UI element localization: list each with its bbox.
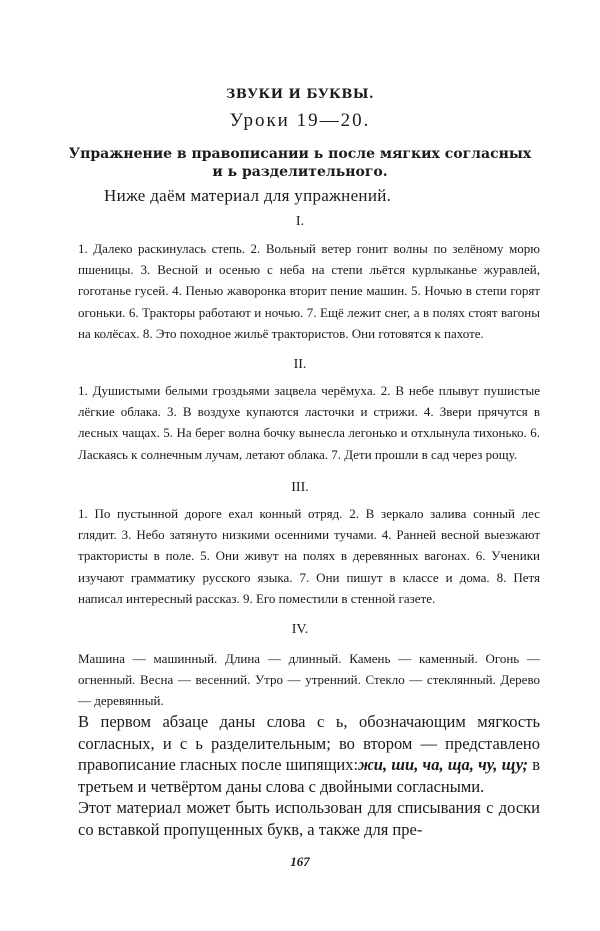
part3-text: 1. По пустынной дороге ехал конный отряд. 2. В зеркало залива сонный лес глядит. 3. Небо затянуто низкими осенними тучами. 4. Ранней весной выезжают трактористы в поле. 5. Они живут на полях в деревянных вагонах. 6. Ученики изучают грамматику русского языка. 7. Они пишут в классе и дома. 8. Петя написал интересный рассказ. 9. Его поместили в стенной газете. <box>78 506 540 606</box>
closing-paragraph: Этот материал может быть использован для списывания с доски со вставкой пропущенных букв, а также для пре- <box>78 798 540 839</box>
section-title: ЗВУКИ И БУКВЫ. <box>226 87 374 102</box>
part3-numeral: III. <box>291 480 309 495</box>
intro-line: Ниже даём материал для упражнений. <box>104 186 392 205</box>
lessons-heading: Уроки 19—20. <box>229 110 371 131</box>
part2-numeral: II. <box>293 357 307 372</box>
explanation-after: в третьем и четвёртом даны слова с двойными согласными. <box>78 755 541 796</box>
explanation-before: В первом абзаце даны слова с ь, обозначающим мягкость согласных, и с ь разделительным; во втором — представлено правописание гласных после шипящих: <box>78 712 540 774</box>
page-number: 167 <box>290 854 310 869</box>
part1-numeral: I. <box>295 214 305 229</box>
explanation-highlight: жи, ши, ча, ща, чу, щу; <box>358 755 529 774</box>
part4-numeral: IV. <box>291 622 309 637</box>
part1-text: 1. Далеко раскинулась степь. 2. Вольный ветер гонит волны по зелёному морю пшеницы. 3. Весной и осенью с неба на степи льётся курлыканье журавлей, гоготанье гусей. 4. Пенью жаворонка вторит пение машин. 5. Ночью в степи горят огоньки. 6. Тракторы работают и ночью. 7. Ещё лежит снег, а в полях стоят вагоны на колёсах. 8. Это походное жильё трактористов. Они готовятся к пахоте. <box>78 241 540 341</box>
explanation-paragraph <box>78 711 540 797</box>
part4-text: Машина — машинный. Длина — длинный. Камень — каменный. Огонь — огненный. Весна — весенний. Утро — утренний. Стекло — стеклянный. Дерево — деревянный. <box>78 651 540 709</box>
exercise-title-line1: Упражнение в правописании ь после мягких согласных <box>68 146 532 162</box>
part2-text: 1. Душистыми белыми гроздьями зацвела черёмуха. 2. В небе плывут пушистые лёгкие облака. 3. В воздухе купаются ласточки и стрижи. 4. Звери прячутся в лесных чащах. 5. На берег волна бочку вынесла легонько и отхлынула тихонько. 6. Ласкаясь к солнечным лучам, летают облака. 7. Дети прошли в сад через рощу. <box>78 383 540 462</box>
exercise-title-line2: и ь разделительного. <box>212 164 388 180</box>
